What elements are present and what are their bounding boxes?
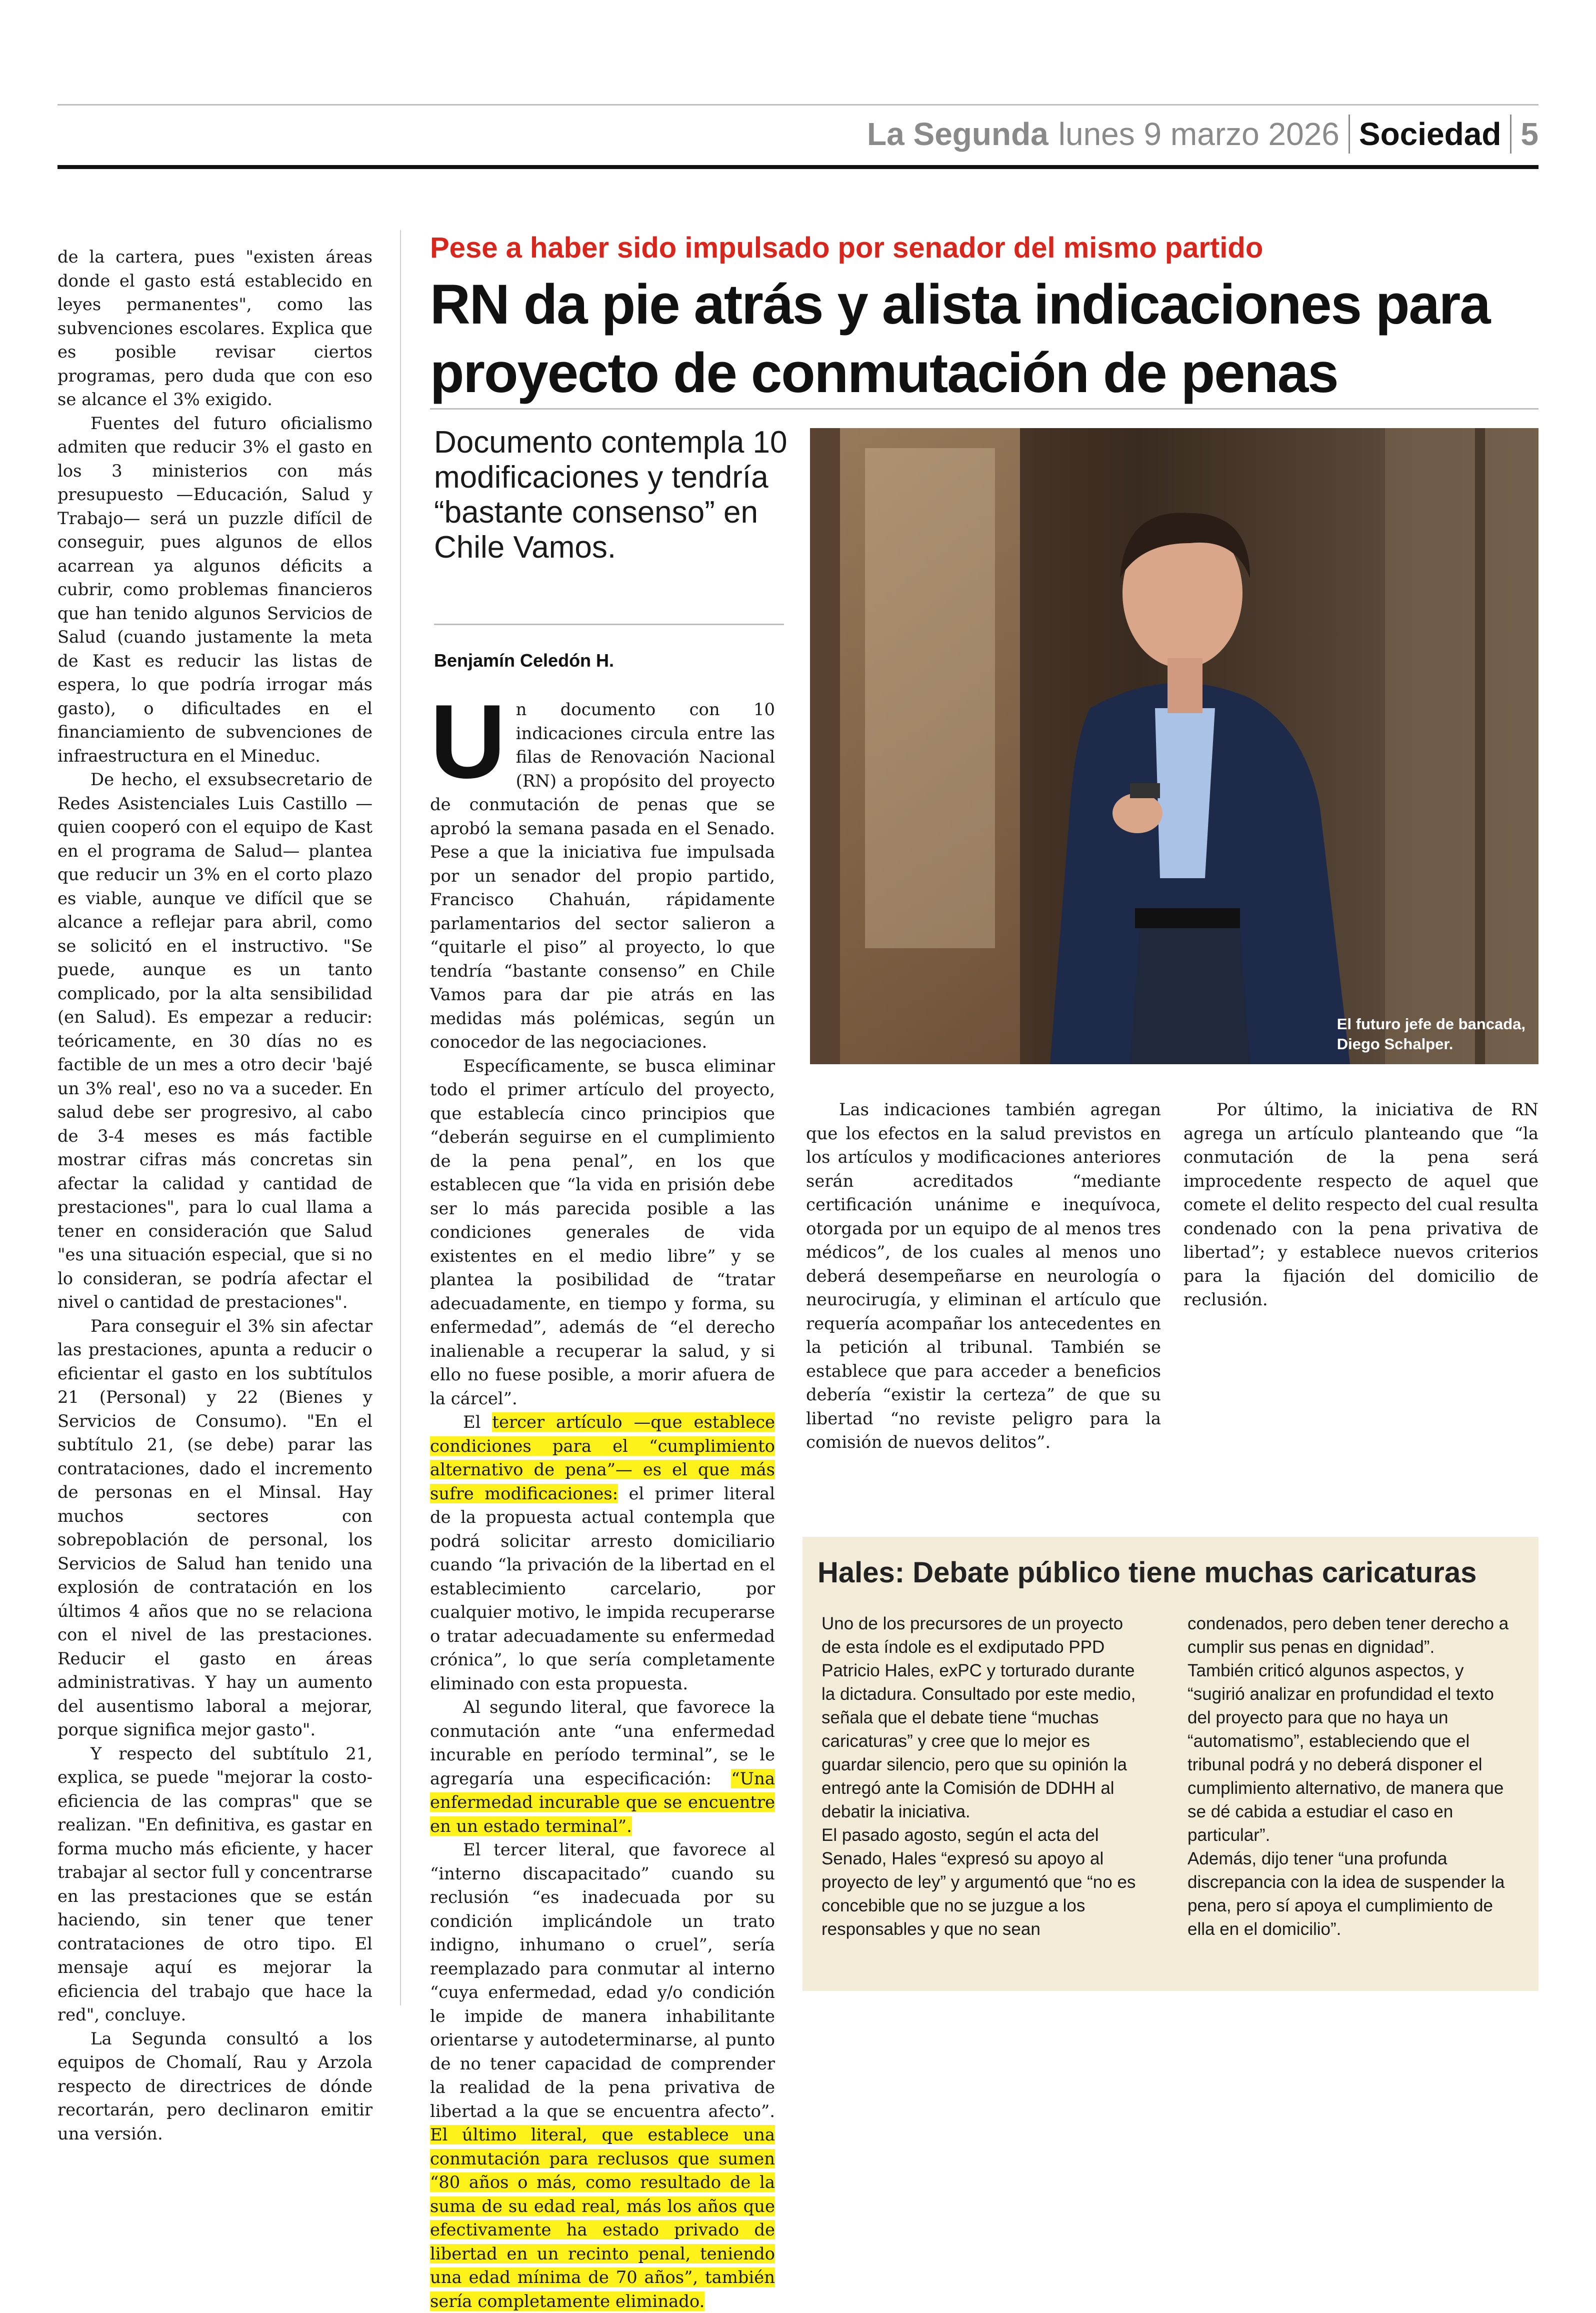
newspaper-brand: La Segunda (867, 116, 1048, 152)
article-photo (810, 428, 1538, 1064)
article-byline: Benjamín Celedón H. (434, 650, 614, 671)
paragraph: El pasado agosto, según el acta del Senado, Hales “expresó su apoyo al proyecto de ley” y argumentó que “no es concebible que no se juzgue a los responsables y que no sean (822, 1825, 1136, 1939)
article-headline: RN da pie atrás y alista indicaciones para proyecto de conmutación de penas (430, 273, 1490, 404)
headline-rule (430, 408, 1538, 410)
masthead (867, 106, 1538, 162)
paragraph-text: Al segundo literal, que favorece la conmutación ante “una enfermedad incurable en período terminal”, se le agregaría una especificación: (430, 1697, 775, 1788)
column-divider (400, 230, 401, 2005)
paragraph: Específicamente, se busca eliminar todo el primer artículo del proyecto, que establecía cinco principios que “deberán seguirse en el cumplimiento de la pena penal”, en los que establecen que “la vida en prisión debe ser lo más parecida posible a las condiciones generales de vida existentes en el medio libre” y se plantea la posibilidad de “tratar adecuadamente, en tiempo y forma, su enfermedad”, además de “el derecho inalienable a recuperar la salud, y si ello no fuese posible, a morir afuera de la cárcel”. (430, 1056, 775, 1408)
paragraph (430, 1410, 775, 1695)
paragraph: La Segunda consultó a los equipos de Chomalí, Rau y Arzola respecto de directrices de dónde recortarán, pero declinaron emitir una versión. (58, 2028, 372, 2143)
article-body-column-2 (806, 1098, 1161, 1454)
sidebar-title: Hales: Debate público tiene muchas caricaturas (818, 1556, 1477, 1589)
article-body-column-1 (430, 683, 775, 2313)
sidebar-column-2 (1188, 1612, 1512, 1941)
highlighted-text: tercer artículo —que establece condiciones para el “cumplimiento alternativo de pena”— es el que más sufre modificaciones: (430, 1412, 775, 1503)
left-column-text (58, 245, 372, 2145)
paragraph (430, 1838, 775, 2313)
article-kicker: Pese a haber sido impulsado por senador del mismo partido (430, 232, 1264, 264)
sidebar-column-1 (822, 1612, 1146, 1941)
paragraph: También criticó algunos aspectos, y “sugirió analizar en profundidad el texto del proyecto para que no haya un “automatismo”, estableciendo que el tribunal podrá y no deberá disponer el cumplimiento alternativo, de manera que se dé cabida a estudiar el caso en particular”. (1188, 1661, 1504, 1845)
paragraph-text: El tercer literal, que favorece al “interno discapacitado” cuando su reclusión “es inadecuada por su condición implicándole un trato indigno, inhumano o cruel”, sería reemplazado para conmutar al interno “cuya enfermedad, edad y/o condición le impide de manera inhabilitante orientarse y autodeterminarse, al punto de no tener capacidad de comprender la realidad de la pena privativa de libertad a la que se encuentra afecto”. (430, 1840, 775, 2121)
article-body-column-3 (1184, 1098, 1538, 1312)
paragraph-text: n documento con 10 indicaciones circula entre las filas de Renovación Nacional (RN) a propósito del proyecto de conmutación de penas que se aprobó la semana pasada en el Senado. Pese a que la iniciativa fue impulsada por un senador del propio partido, Francisco Chahuán, rápidamente parlamentarios del sector salieron a “quitarle el piso” al proyecto, lo que tendría “bastante consenso” en Chile Vamos para dar pie atrás en las medidas más polémicas, según un conocedor de las negociaciones. (430, 700, 775, 1052)
sidebar-box (802, 1537, 1538, 1991)
paragraph (430, 1695, 775, 1838)
paragraph: de la cartera, pues "existen áreas donde el gasto está establecido en leyes permanentes", como las subvenciones escolares. Explica que es posible revisar ciertos programas, pero duda que con eso se alcance el 3% exigido. (58, 247, 372, 409)
caption-line: El futuro jefe de bancada, (1336, 1015, 1526, 1033)
issue-date: lunes 9 marzo 2026 (1058, 116, 1340, 152)
paragraph: Las indicaciones también agregan que los efectos en la salud previstos en los artículos y modificaciones anteriores serán acreditados “mediante certificación unánime e inequívoca, otorgada por un equipo de al menos tres médicos”, de los cuales al menos uno deberá desempeñarse en neurología o neurocirugía, y eliminan el artículo que requería acompañar los antecedentes en la petición al tribunal. También se establece que para acceder a beneficios debería “existir la certeza” de que su libertad “no reviste peligro para la comisión de nuevos delitos”. (806, 1100, 1161, 1452)
photo-caption (1337, 1014, 1526, 1054)
section-name: Sociedad (1358, 116, 1502, 152)
paragraph (430, 683, 775, 1054)
masthead-divider (1510, 115, 1512, 154)
paragraph-text: el primer literal de la propuesta actual contempla que podrá solicitar arresto domiciliario cuando “la privación de la libertad en el establecimiento carcelario, por cualquier motivo, le impida recuperarse o tratar adecuadamente su enfermedad crónica”, lo que sería completamente eliminado con esta propuesta. (430, 1483, 775, 1693)
header-rule (58, 165, 1538, 169)
paragraph: Para conseguir el 3% sin afectar las prestaciones, apunta a reducir o eficientar el gasto en los subtítulos 21 (Personal) y 22 (Bienes y Servicios de Consumo). "En el subtítulo 21, (se debe) parar las contrataciones, dado el incremento de personas en el Minsal. Hay muchos sectores con sobrepoblación de personal, los Servicios de Salud han tenido una explosión de contratación en los últimos 4 años que no se relaciona con el nivel de las prestaciones. Reducir el gasto en áreas administrativas. Y hay un aumento del ausentismo laboral a mejorar, porque significa mejor gasto". (58, 1316, 372, 1739)
paragraph: Por último, la iniciativa de RN agrega un artículo planteando que “la conmutación de la pena será improcedente respecto de aquel que comete el delito respecto del cual resulta condenado con la pena privativa de libertad”; y establece nuevos criterios para la fijación del domicilio de reclusión. (1184, 1100, 1538, 1309)
article-deck: Documento contempla 10 modificaciones y tendría “bastante consenso” en Chile Vamos. (434, 425, 788, 565)
paragraph: Uno de los precursores de un proyecto de esta índole es el exdiputado PPD Patricio Hales, exPC y torturado durante la dictadura. Consultado por este medio, señala que el debate tiene “muchas caricaturas” y cree que lo mejor es guardar silencio, pero que su opinión la entregó ante la Comisión de DDHH al debatir la iniciativa. (822, 1614, 1136, 1821)
top-rule (58, 104, 1538, 106)
paragraph: Además, dijo tener “una profunda discrepancia con la idea de suspender la pena, pero sí apoya el cumplimiento de ella en el domicilio”. (1188, 1849, 1505, 1939)
deck-rule (434, 624, 784, 625)
paragraph: De hecho, el exsubsecretario de Redes Asistenciales Luis Castillo —quien cooperó con el equipo de Kast en el programa de Salud— plantea que reducir un 3% en el corto plazo es viable, aunque ve difícil que se alcance a reflejar para abril, como se solicitó en el instructivo. "Se puede, aunque es un tanto complicado, por la alta sensibilidad (en Salud). Es empezar a reducir: teóricamente, en 30 días no es factible de un mes a otro decir 'bajé un 3% real', eso no va a suceder. En salud debe ser progresivo, al cabo de 3-4 meses es más factible mostrar cifras más concretas sin afectar la calidad y cantidad de prestaciones", para lo cual llama a tener en consideración que Salud "es una situación especial, que si no lo consideran, se podría afectar el nivel o cantidad de prestaciones". (58, 770, 372, 1312)
page-number: 5 (1520, 116, 1538, 152)
paragraph: Fuentes del futuro oficialismo admiten que reducir 3% el gasto en los 3 ministerios con más presupuesto —Educación, Salud y Trabajo— será un puzzle difícil de conseguir, pues algunos de ellos acarrean ya algunos déficits a cubrir, como problemas financieros que han tenido algunos Servicios de Salud (cuando justamente la meta de Kast es reducir las listas de espera, lo que podría irrogar más gasto), o dificultades en el financiamiento de subvenciones de infraestructura en el Mineduc. (58, 413, 372, 766)
paragraph-text: El (463, 1412, 492, 1432)
masthead-divider (1348, 115, 1350, 154)
paragraph: Y respecto del subtítulo 21, explica, se puede "mejorar la costo-eficiencia de las compras" que se realizan. "En definitiva, es gastar en forma mucho más eficiente, y hacer trabajar al sector full y concentrarse en las prestaciones que se están haciendo, sin tener que tener contrataciones de otro tipo. El mensaje aquí es mejorar la eficiencia del trabajo que hace la red", concluye. (58, 1743, 372, 2024)
highlighted-text: “Una enfermedad incurable que se encuentre en un estado terminal”. (430, 1768, 775, 1836)
highlighted-text: El último literal, que establece una conmutación para reclusos que sumen “80 años o más, como resultado de la suma de su edad real, más los años que efectivamente ha estado privado de libertad en un recinto penal, teniendo una edad mínima de 70 años”, también sería completamente eliminado. (430, 2125, 775, 2311)
drop-cap: U (430, 683, 506, 800)
paragraph: condenados, pero deben tener derecho a cumplir sus penas en dignidad”. (1188, 1614, 1509, 1657)
photo-illustration (810, 428, 1538, 1064)
caption-line: Diego Schalper. (1336, 1035, 1454, 1053)
